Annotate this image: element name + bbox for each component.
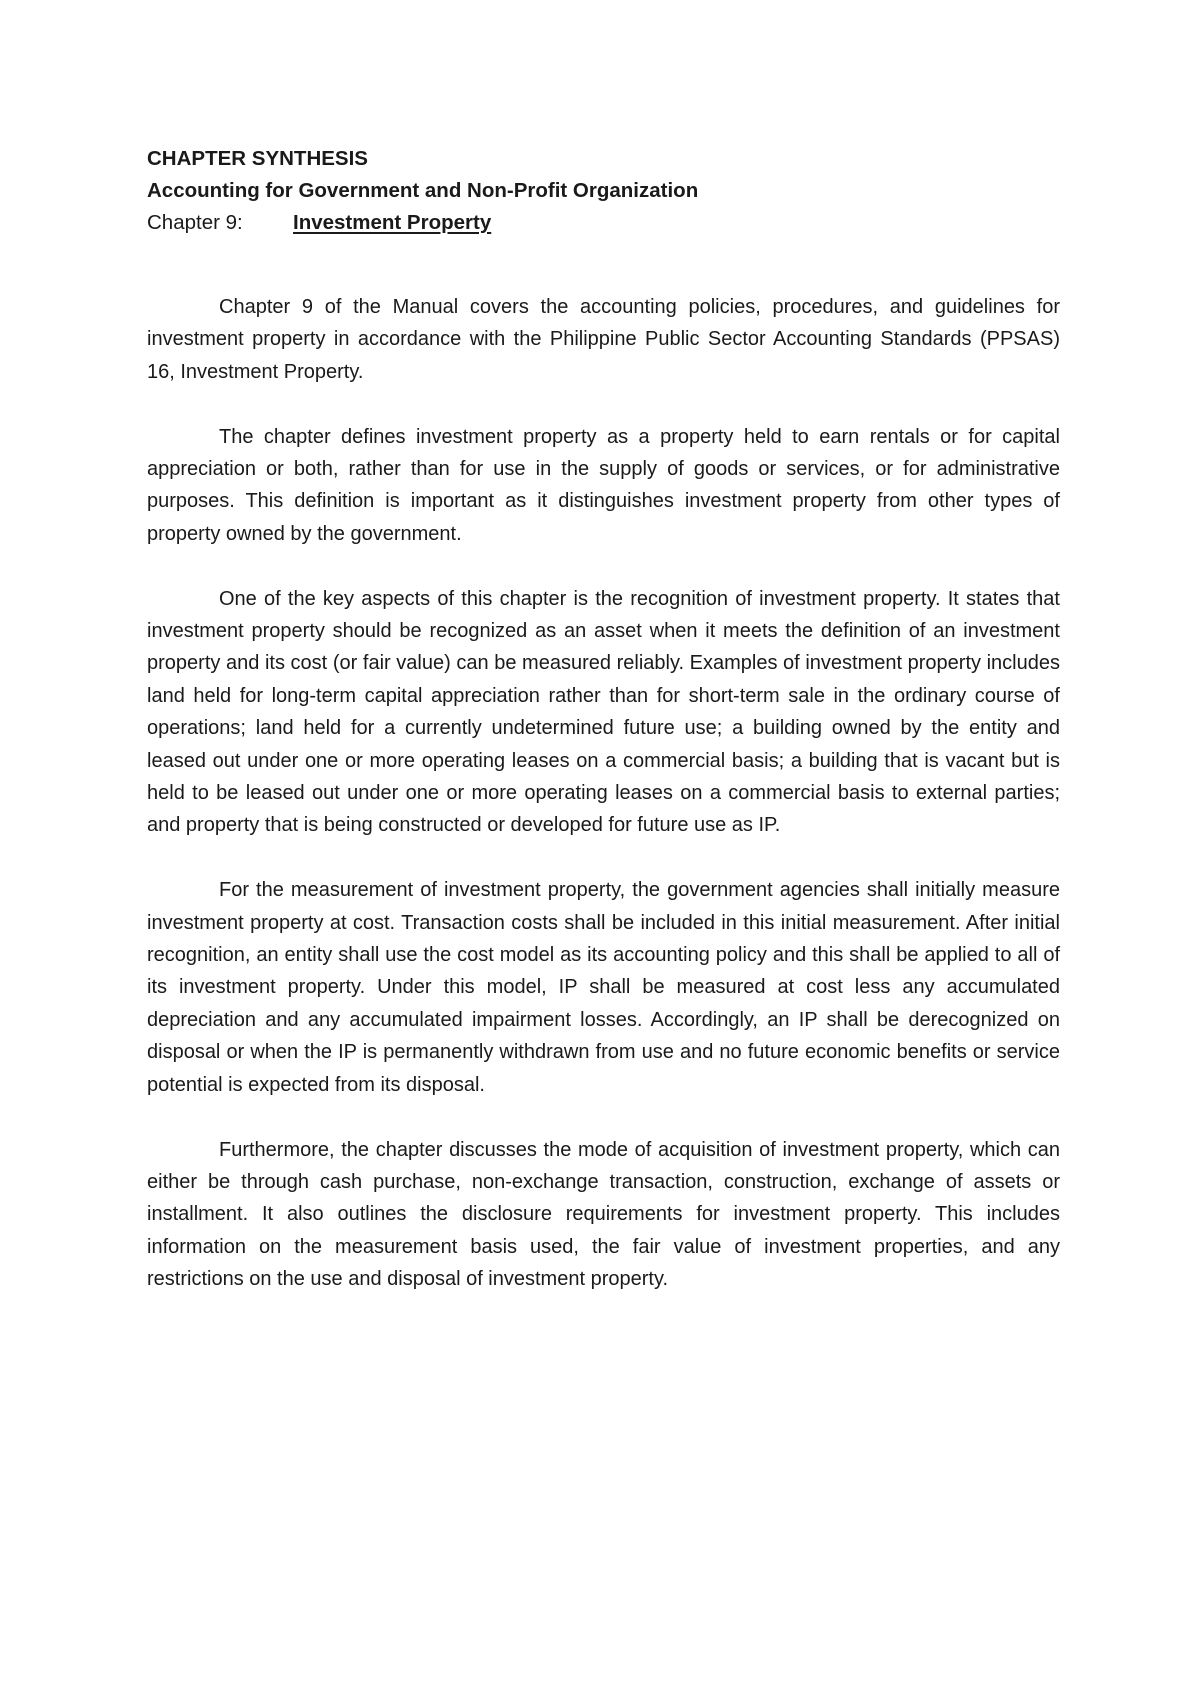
chapter-heading <box>147 207 1060 239</box>
paragraph-recognition: One of the key aspects of this chapter is the recognition of investment property. It states that investment property should be recognized as an asset when it meets the definition of an investment property and its cost (or fair value) can be measured reliably. Examples of investment property includes land held for long-term capital appreciation rather than for short-term sale in the ordinary course of operations; land held for a currently undetermined future use; a building owned by the entity and leased out under one or more operating leases on a commercial basis; a building that is vacant but is held to be leased out under one or more operating leases on a commercial basis to external parties; and property that is being constructed or developed for future use as IP. <box>147 587 1060 837</box>
paragraph-acquisition: Furthermore, the chapter discusses the mode of acquisition of investment property, which can either be through cash purchase, non-exchange transaction, construction, exchange of assets or installment. It also outlines the disclosure requirements for investment property. This includes information on the measurement basis used, the fair value of investment properties, and any restrictions on the use and disposal of investment property. <box>147 1138 1060 1291</box>
paragraph-measurement: For the measurement of investment property, the government agencies shall initially measure investment property at cost. Transaction costs shall be included in this initial measurement. After initial recognition, an entity shall use the cost model as its accounting policy and this shall be applied to all of its investment property. Under this model, IP shall be measured at cost less any accumulated depreciation and any accumulated impairment losses. Accordingly, an IP shall be derecognized on disposal or when the IP is permanently withdrawn from use and no future economic benefits or service potential is expected from its disposal. <box>147 879 1060 1096</box>
body-text <box>147 291 1060 1328</box>
document-subtitle: Accounting for Government and Non-Profit Organization <box>147 179 699 202</box>
paragraph-intro: Chapter 9 of the Manual covers the accounting policies, procedures, and guidelines for investment property in accordance with the Philippine Public Sector Accounting Standards (PPSAS) 16, Investment Property. <box>147 296 1060 383</box>
document-content <box>147 143 1060 1291</box>
chapter-label: Chapter 9: <box>147 211 243 234</box>
chapter-name: Investment Property <box>293 211 492 234</box>
paragraph-definition: The chapter defines investment property as a property held to earn rentals or for capital appreciation or both, rather than for use in the supply of goods or services, or for administrative purposes. This definition is important as it distinguishes investment property from other types of property owned by the government. <box>147 425 1060 545</box>
document-title: CHAPTER SYNTHESIS <box>147 147 368 170</box>
